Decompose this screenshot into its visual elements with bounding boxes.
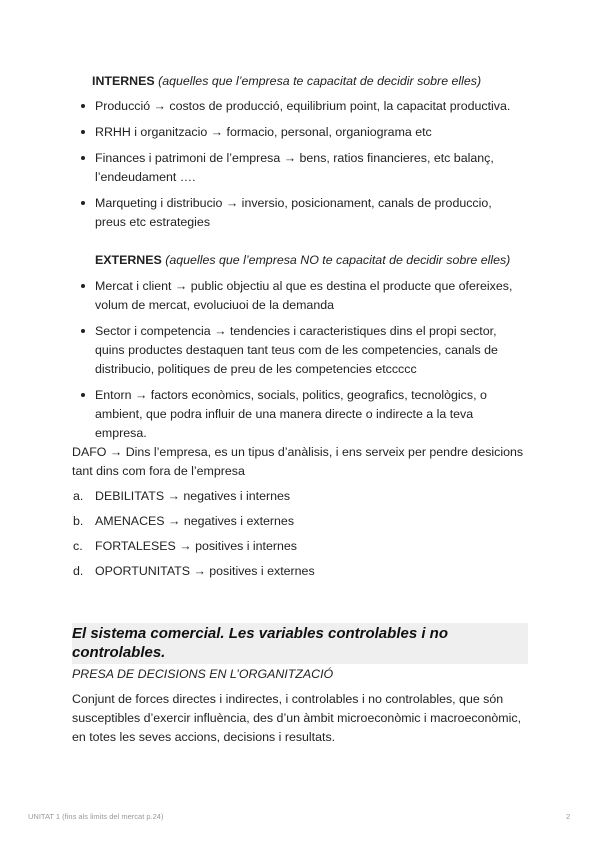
list-item: Sector i competencia → tendencies i caracteristiques dins el propi sector, quins productes destaquen tant teus com de les competencies, canals de distribucio, politiques de preu de les competencies etccccc	[81, 322, 526, 379]
list-item-text: DEBILITATS → negatives i internes	[95, 489, 291, 503]
list-item: RRHH i organitzacio → formacio, personal, organiograma etc	[81, 123, 526, 142]
list-item	[73, 487, 521, 506]
footer-unit-label: UNITAT 1 (fins als limits del mercat p.24)	[28, 812, 164, 821]
list-item	[73, 537, 521, 556]
dafo-intro: DAFO → Dins l’empresa, es un tipus d’anàlisis, i ens serveix per pendre desicions tant dins com fora de l’empresa	[72, 445, 524, 478]
list-item-text: OPORTUNITATS → positives i externes	[95, 564, 315, 578]
externes-note: (aquelles que l’empresa NO te capacitat de decidir sobre elles)	[165, 253, 511, 267]
section-subheading: PRESA DE DECISIONS EN L’ORGANITZACIÓ	[72, 667, 334, 681]
section-paragraph: Conjunt de forces directes i indirectes, i controlables i no controlables, que són susceptibles d’exercir influència, des d’un àmbit microeconòmic i macroeconòmic, en totes les seves accions, decisions i resultats.	[72, 692, 522, 744]
internes-note: (aquelles que l’empresa te capacitat de decidir sobre elles)	[158, 74, 482, 88]
section-heading-band	[72, 623, 528, 664]
dafo-list	[73, 487, 521, 587]
list-item: Finances i patrimoni de l’empresa → bens, ratios financieres, etc balanç, l’endeudament ….	[81, 149, 526, 187]
list-item-text: FORTALESES → positives i internes	[95, 539, 297, 553]
list-item	[73, 512, 521, 531]
internes-label: INTERNES	[92, 74, 155, 88]
internes-heading	[92, 72, 481, 91]
list-item: Entorn → factors econòmics, socials, politics, geografics, tecnològics, o ambient, que podra influir de una manera directe o indirecte a la teva empresa.	[81, 386, 526, 443]
list-item: Mercat i client → public objectiu al que es destina el producte que ofereixes, volum de mercat, evoluciuoi de la demanda	[81, 277, 526, 315]
list-item: Producció → costos de producció, equilibrium point, la capacitat productiva.	[81, 97, 526, 116]
externes-label: EXTERNES	[95, 253, 162, 267]
footer-page-number: 2	[566, 812, 571, 821]
section-heading: El sistema comercial. Les variables controlables i no controlables.	[72, 625, 448, 661]
list-item-text: AMENACES → negatives i externes	[95, 514, 295, 528]
list-marker: c.	[73, 539, 83, 553]
list-item: Marqueting i distribucio → inversio, posicionament, canals de produccio, preus etc estrategies	[81, 194, 526, 232]
externes-heading	[95, 251, 510, 270]
list-marker: d.	[73, 564, 84, 578]
externes-list	[81, 277, 526, 450]
list-marker: a.	[73, 489, 84, 503]
internes-list	[81, 97, 526, 239]
list-item	[73, 562, 521, 581]
list-marker: b.	[73, 514, 84, 528]
